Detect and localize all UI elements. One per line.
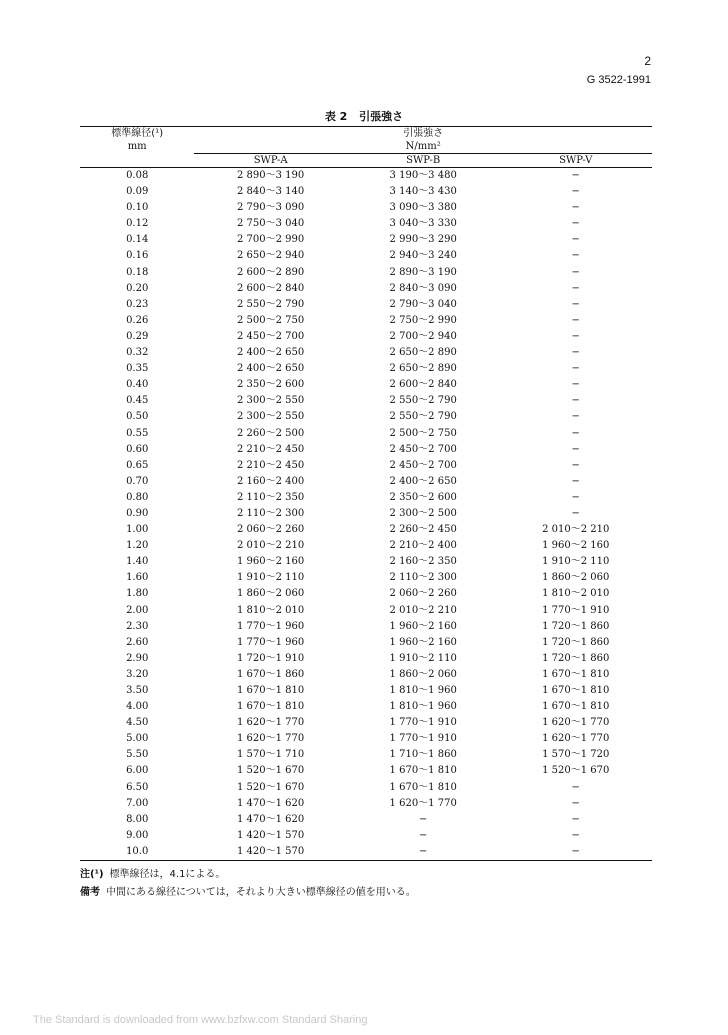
cell-swp-b: 2 500〜2 750 (389, 427, 457, 439)
cell-diameter: 4.00 (126, 701, 149, 713)
cell-swp-a: 2 550〜2 790 (237, 298, 305, 310)
header-strength: 引張強さ (194, 127, 652, 141)
cell-swp-a: 2 890〜3 190 (237, 170, 305, 181)
cell-swp-b: 2 350〜2 600 (389, 491, 457, 503)
cell-swp-b: 1 910〜2 110 (389, 652, 457, 664)
cell-swp-a: 2 110〜2 350 (237, 491, 305, 503)
table-row (80, 377, 652, 393)
cell-swp-v: − (571, 298, 580, 310)
cell-swp-b: 2 840〜3 090 (389, 282, 457, 294)
cell-diameter: 6.50 (126, 781, 149, 793)
cell-swp-v: 1 520〜1 670 (542, 765, 610, 777)
cell-diameter: 0.08 (126, 170, 149, 181)
cell-swp-a: 2 160〜2 400 (237, 475, 305, 487)
cell-swp-v: − (571, 170, 580, 181)
cell-swp-v: − (571, 395, 580, 407)
cell-swp-b: 1 770〜1 910 (389, 733, 457, 745)
cell-diameter: 0.55 (126, 427, 149, 439)
cell-swp-b: 1 960〜2 160 (389, 636, 457, 648)
table-row (80, 715, 652, 731)
cell-swp-v: − (571, 443, 580, 455)
cell-diameter: 2.00 (126, 604, 149, 616)
cell-swp-v: − (571, 459, 580, 471)
table-body (80, 168, 652, 861)
cell-swp-v: − (571, 507, 580, 519)
cell-swp-b: 1 710〜1 860 (389, 749, 457, 761)
table-row (80, 265, 652, 281)
cell-diameter: 3.50 (126, 685, 149, 696)
cell-swp-b: − (418, 829, 428, 841)
cell-diameter: 0.35 (126, 363, 149, 375)
table-row (80, 586, 652, 602)
table-row (80, 683, 652, 699)
cell-swp-a: 2 600〜2 890 (237, 266, 305, 278)
table-row (80, 409, 652, 425)
cell-diameter: 0.50 (126, 411, 149, 423)
cell-swp-b: 3 090〜3 380 (389, 202, 457, 214)
cell-swp-v: 1 570〜1 720 (542, 749, 610, 761)
cell-swp-a: 1 670〜1 810 (237, 685, 305, 696)
table-row (80, 361, 652, 377)
cell-swp-b: 1 860〜2 060 (389, 668, 457, 680)
table-row (80, 490, 652, 506)
cell-swp-a: 2 750〜3 040 (237, 218, 305, 230)
cell-swp-b: 2 750〜2 990 (389, 314, 457, 326)
cell-swp-b: 2 260〜2 450 (389, 524, 457, 536)
table-title (0, 108, 728, 124)
cell-diameter: 6.00 (126, 765, 149, 777)
cell-diameter: 0.09 (126, 186, 149, 198)
cell-diameter: 3.20 (126, 668, 149, 680)
cell-swp-v: − (571, 330, 580, 342)
cell-swp-b: 2 010〜2 210 (389, 604, 457, 616)
table-row (80, 297, 652, 313)
cell-swp-v: 1 620〜1 770 (542, 717, 610, 729)
cell-swp-v: 1 960〜2 160 (542, 540, 610, 552)
cell-swp-v: − (571, 314, 580, 326)
cell-swp-a: 1 670〜1 860 (237, 668, 305, 680)
cell-swp-b: 2 940〜3 240 (389, 250, 457, 262)
table-row (80, 667, 652, 683)
table-row (80, 619, 652, 635)
cell-diameter: 1.00 (126, 524, 149, 536)
cell-swp-b: − (418, 813, 428, 825)
header-col-swp-b: SWP-B (347, 154, 500, 168)
cell-diameter: 5.50 (126, 749, 149, 761)
cell-swp-b: 1 620〜1 770 (389, 797, 457, 809)
cell-swp-b: 2 700〜2 940 (389, 330, 457, 342)
cell-swp-a: 2 400〜2 650 (237, 363, 305, 375)
table-row (80, 345, 652, 361)
remark-line (80, 884, 416, 902)
table-row (80, 780, 652, 796)
cell-swp-v: − (571, 797, 580, 809)
cell-swp-a: 1 620〜1 770 (237, 733, 305, 745)
cell-swp-a: 1 670〜1 810 (237, 701, 305, 713)
cell-swp-a: 1 420〜1 570 (194, 844, 347, 861)
table-row (80, 426, 652, 442)
cell-swp-a: 1 470〜1 620 (237, 813, 305, 825)
cell-diameter: 0.10 (126, 202, 149, 214)
table-row (80, 731, 652, 747)
cell-swp-a: 2 210〜2 450 (237, 459, 305, 471)
cell-swp-b: 1 670〜1 810 (389, 765, 457, 777)
table-row (80, 554, 652, 570)
cell-swp-a: 2 790〜3 090 (237, 202, 305, 214)
cell-diameter: 0.12 (126, 218, 149, 230)
table-row (80, 184, 652, 200)
cell-diameter: 0.65 (126, 459, 149, 471)
table-row (80, 635, 652, 651)
cell-swp-b: 2 650〜2 890 (389, 347, 457, 359)
cell-swp-b: 2 550〜2 790 (389, 411, 457, 423)
cell-swp-b: 3 140〜3 430 (389, 186, 457, 198)
table-row (80, 216, 652, 232)
cell-swp-v: − (571, 218, 580, 230)
cell-diameter: 7.00 (126, 797, 149, 809)
cell-diameter: 2.60 (126, 636, 149, 648)
footer-watermark: The Standard is downloaded from www.bzfxw.com Standard Sharing (33, 1014, 368, 1026)
table-row (80, 281, 652, 297)
cell-swp-b: 2 450〜2 700 (389, 443, 457, 455)
tensile-strength-table (80, 126, 652, 861)
table-row (80, 506, 652, 522)
cell-swp-a: 1 910〜2 110 (237, 572, 305, 584)
cell-swp-a: 1 570〜1 710 (237, 749, 305, 761)
cell-swp-b: 3 040〜3 330 (389, 218, 457, 230)
cell-diameter: 2.30 (126, 620, 149, 632)
header-col-swp-v: SWP-V (499, 154, 652, 168)
cell-swp-b: 2 550〜2 790 (389, 395, 457, 407)
cell-swp-v: 1 810〜2 010 (542, 588, 610, 600)
cell-diameter: 1.40 (126, 556, 149, 568)
cell-swp-v: − (571, 186, 580, 198)
cell-diameter: 0.29 (126, 330, 149, 342)
cell-swp-v: − (571, 234, 580, 246)
cell-swp-b: 2 450〜2 700 (389, 459, 457, 471)
cell-swp-v: − (571, 475, 580, 487)
header-diameter-spacer (80, 154, 194, 168)
cell-diameter: 1.80 (126, 588, 149, 600)
cell-swp-v: 1 670〜1 810 (542, 701, 610, 713)
cell-swp-v: 1 720〜1 860 (542, 620, 610, 632)
cell-diameter: 1.20 (126, 540, 149, 552)
cell-swp-a: 2 840〜3 140 (237, 186, 305, 198)
cell-diameter: 9.00 (126, 829, 149, 841)
cell-diameter: 5.00 (126, 733, 149, 745)
cell-swp-a: 1 770〜1 960 (237, 636, 305, 648)
cell-diameter: 0.14 (126, 234, 149, 246)
note-line (80, 866, 416, 884)
cell-swp-b: 1 670〜1 810 (389, 781, 457, 793)
cell-swp-v: − (571, 427, 580, 439)
cell-diameter: 0.45 (126, 395, 149, 407)
cell-swp-b: 2 300〜2 500 (389, 507, 457, 519)
cell-swp-v: − (571, 781, 580, 793)
cell-diameter: 0.16 (126, 250, 149, 262)
cell-swp-b: − (347, 844, 500, 861)
cell-swp-a: 2 300〜2 550 (237, 395, 305, 407)
cell-swp-v: − (571, 411, 580, 423)
table-row (80, 570, 652, 586)
cell-swp-v: − (571, 491, 580, 503)
notes (80, 866, 416, 902)
cell-swp-a: 1 620〜1 770 (237, 717, 305, 729)
cell-swp-b: 1 810〜1 960 (389, 685, 457, 696)
cell-diameter: 0.20 (126, 282, 149, 294)
note-text: 標準線径は，4.1による。 (109, 869, 226, 880)
cell-diameter: 0.40 (126, 379, 149, 391)
cell-swp-a: 2 700〜2 990 (237, 234, 305, 246)
cell-swp-v: − (571, 379, 580, 391)
table-row (80, 796, 652, 812)
cell-swp-v: 1 720〜1 860 (542, 636, 610, 648)
cell-swp-v: 2 010〜2 210 (542, 524, 610, 536)
table-row (80, 651, 652, 667)
cell-swp-v: − (571, 363, 580, 375)
cell-swp-b: 3 190〜3 480 (389, 170, 457, 181)
cell-diameter: 0.60 (126, 443, 149, 455)
cell-swp-v: 1 670〜1 810 (542, 685, 610, 696)
cell-swp-b: 2 110〜2 300 (389, 572, 457, 584)
header-col-swp-a: SWP-A (194, 154, 347, 168)
table-row (80, 747, 652, 763)
cell-swp-a: 1 960〜2 160 (237, 556, 305, 568)
cell-swp-v: 1 860〜2 060 (542, 572, 610, 584)
cell-diameter: 0.26 (126, 314, 149, 326)
cell-diameter: 4.50 (126, 717, 149, 729)
cell-swp-a: 2 260〜2 500 (237, 427, 305, 439)
table-row (80, 699, 652, 715)
cell-swp-v: − (571, 282, 580, 294)
cell-swp-a: 2 110〜2 300 (237, 507, 305, 519)
cell-swp-b: 2 650〜2 890 (389, 363, 457, 375)
cell-swp-v: 1 670〜1 810 (542, 668, 610, 680)
cell-swp-a: 2 500〜2 750 (237, 314, 305, 326)
header-diameter: 標準線径(¹) (80, 127, 194, 141)
cell-swp-v: 1 770〜1 910 (542, 604, 610, 616)
cell-swp-a: 1 520〜1 670 (237, 765, 305, 777)
cell-diameter: 10.0 (80, 844, 194, 861)
cell-swp-a: 2 600〜2 840 (237, 282, 305, 294)
table-row (80, 844, 652, 861)
cell-swp-b: 1 770〜1 910 (389, 717, 457, 729)
note-tag: 注(¹) (80, 869, 104, 880)
cell-swp-v: − (571, 813, 580, 825)
table-row (80, 812, 652, 828)
cell-swp-a: 1 860〜2 060 (237, 588, 305, 600)
table-title-text: 引張強さ (359, 110, 404, 123)
cell-swp-b: 2 990〜3 290 (389, 234, 457, 246)
cell-swp-b: 2 790〜3 040 (389, 298, 457, 310)
table-row (80, 522, 652, 538)
cell-swp-v: − (571, 829, 580, 841)
cell-diameter: 8.00 (126, 813, 149, 825)
cell-swp-v: − (571, 250, 580, 262)
cell-swp-v: 1 910〜2 110 (542, 556, 610, 568)
cell-diameter: 0.32 (126, 347, 149, 359)
cell-swp-a: 1 520〜1 670 (237, 781, 305, 793)
table-row (80, 393, 652, 409)
cell-diameter: 0.23 (126, 298, 149, 310)
header-strength-unit: N/mm² (194, 140, 652, 154)
cell-swp-a: 2 060〜2 260 (237, 524, 305, 536)
cell-swp-a: 1 770〜1 960 (237, 620, 305, 632)
table-row (80, 329, 652, 345)
cell-swp-v: 1 720〜1 860 (542, 652, 610, 664)
cell-swp-a: 2 010〜2 210 (237, 540, 305, 552)
cell-swp-b: 2 060〜2 260 (389, 588, 457, 600)
standard-code: G 3522-1991 (586, 74, 651, 86)
cell-swp-b: 2 600〜2 840 (389, 379, 457, 391)
table-row (80, 538, 652, 554)
cell-diameter: 2.90 (126, 652, 149, 664)
table-row (80, 168, 652, 185)
cell-swp-a: 2 300〜2 550 (237, 411, 305, 423)
cell-diameter: 0.70 (126, 475, 149, 487)
cell-swp-v: − (571, 202, 580, 214)
cell-swp-a: 2 650〜2 940 (237, 250, 305, 262)
cell-swp-b: 1 960〜2 160 (389, 620, 457, 632)
cell-diameter: 0.18 (126, 266, 149, 278)
table-label: 表 2 (324, 110, 348, 123)
cell-swp-a: 1 810〜2 010 (237, 604, 305, 616)
table-row (80, 474, 652, 490)
cell-swp-a: 1 420〜1 570 (237, 829, 305, 841)
cell-swp-v: − (499, 844, 652, 861)
cell-swp-b: 2 890〜3 190 (389, 266, 457, 278)
table-row (80, 828, 652, 844)
cell-swp-b: 2 400〜2 650 (389, 475, 457, 487)
cell-swp-v: − (571, 347, 580, 359)
table-row (80, 458, 652, 474)
cell-diameter: 1.60 (126, 572, 149, 584)
remark-text: 中間にある線径については，それより大きい標準線径の値を用いる。 (106, 887, 416, 898)
table-row (80, 248, 652, 264)
cell-swp-a: 2 450〜2 700 (237, 330, 305, 342)
cell-swp-b: 2 160〜2 350 (389, 556, 457, 568)
cell-swp-v: 1 620〜1 770 (542, 733, 610, 745)
table-row (80, 603, 652, 619)
table-row (80, 200, 652, 216)
table-row (80, 313, 652, 329)
cell-swp-a: 2 400〜2 650 (237, 347, 305, 359)
cell-swp-a: 1 470〜1 620 (237, 797, 305, 809)
remark-tag: 備考 (80, 887, 100, 898)
cell-swp-b: 1 810〜1 960 (389, 701, 457, 713)
cell-diameter: 0.80 (126, 491, 149, 503)
header-diameter-unit: mm (127, 141, 147, 153)
page-number: 2 (644, 54, 651, 68)
cell-swp-v: − (571, 266, 580, 278)
table-row (80, 232, 652, 248)
cell-swp-a: 2 350〜2 600 (237, 379, 305, 391)
table-row (80, 763, 652, 779)
cell-swp-a: 1 720〜1 910 (237, 652, 305, 664)
cell-swp-a: 2 210〜2 450 (237, 443, 305, 455)
table-row (80, 442, 652, 458)
cell-diameter: 0.90 (126, 507, 149, 519)
cell-swp-b: 2 210〜2 400 (389, 540, 457, 552)
